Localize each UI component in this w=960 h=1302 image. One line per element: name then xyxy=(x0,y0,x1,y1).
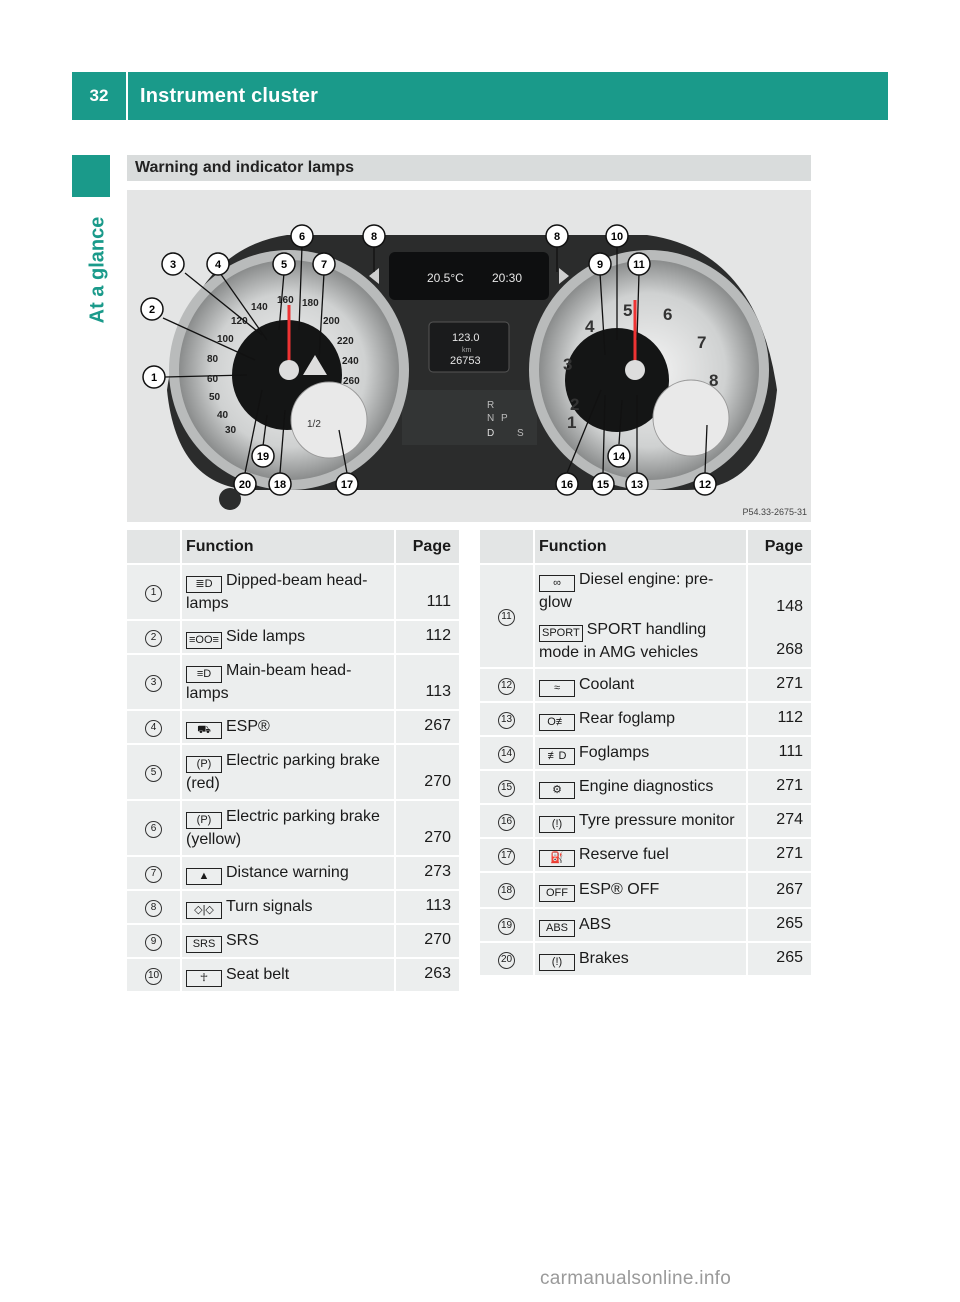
page-cell xyxy=(747,838,811,872)
function-cell xyxy=(534,702,747,736)
page-ref: 271 xyxy=(776,845,803,862)
row-number: 14 xyxy=(480,736,534,770)
function-text: Turn signals xyxy=(226,897,313,915)
page-cell xyxy=(395,890,459,924)
dipped-beam-icon: ≣D xyxy=(186,576,222,593)
time-readout: 20:30 xyxy=(492,271,523,285)
function-cell xyxy=(181,710,395,744)
fuel-gauge xyxy=(291,382,367,458)
function-text: Seat belt xyxy=(226,965,290,983)
row-number: 16 xyxy=(480,804,534,838)
page-ref: 112 xyxy=(777,709,803,726)
function-text: SPORT handling mode in AMG vehicles xyxy=(539,621,707,661)
function-cell xyxy=(181,890,395,924)
srs-icon: SRS xyxy=(186,936,222,953)
gear-s: S xyxy=(517,428,524,439)
reserve-fuel-icon: ⛽ xyxy=(539,850,575,867)
table-row xyxy=(480,736,811,770)
section-title: Warning and indicator lamps xyxy=(135,159,354,176)
page-cell xyxy=(747,908,811,942)
speed-label: 30 xyxy=(225,425,237,436)
function-text: ESP® xyxy=(226,717,270,735)
speed-label: 160 xyxy=(277,295,294,306)
callout-label: 17 xyxy=(340,479,354,491)
gear-r: R xyxy=(487,400,495,411)
rpm-label: 3 xyxy=(563,355,573,374)
function-cell xyxy=(181,620,395,654)
function-text: Engine diagnostics xyxy=(579,777,714,795)
table-row xyxy=(127,710,459,744)
function-text: Reserve fuel xyxy=(579,845,669,863)
speed-needle-hub xyxy=(279,360,299,380)
function-text: ESP® OFF xyxy=(579,880,660,898)
column-header-page: Page xyxy=(395,530,459,564)
callout-label: 14 xyxy=(612,451,626,463)
speed-label: 100 xyxy=(217,334,234,345)
rpm-label: 1 xyxy=(567,413,577,432)
table-row xyxy=(480,564,811,668)
rpm-label: 2 xyxy=(570,395,580,414)
gear-p: P xyxy=(501,413,508,424)
instrument-cluster-figure xyxy=(127,190,811,522)
left-function-table xyxy=(127,530,459,993)
function-text: Electric parking brake (yellow) xyxy=(186,808,380,848)
column-header-number xyxy=(127,530,181,564)
page-ref: 111 xyxy=(778,743,803,760)
page-ref: 271 xyxy=(776,675,803,692)
function-cell xyxy=(534,736,747,770)
row-number: 19 xyxy=(480,908,534,942)
column-header-number xyxy=(480,530,534,564)
turn-signals-icon: ◇|◇ xyxy=(186,902,222,919)
callout-label: 8 xyxy=(370,231,378,243)
page-cell xyxy=(395,710,459,744)
distance-warning-icon: ▲ xyxy=(186,868,222,885)
parking-brake-icon: (P) xyxy=(186,812,222,829)
speed-label: 180 xyxy=(302,298,319,309)
page-cell xyxy=(395,564,459,620)
sport-icon: SPORT xyxy=(539,625,583,642)
page-ref: 265 xyxy=(776,915,803,932)
page-cell xyxy=(395,856,459,890)
rpm-label: 8 xyxy=(709,371,719,390)
page-cell xyxy=(747,942,811,976)
function-text: Rear foglamp xyxy=(579,709,676,727)
callout-label: 9 xyxy=(596,259,604,271)
callout-label: 18 xyxy=(273,479,287,491)
foglamps-icon: ≢D xyxy=(539,748,575,765)
callout-label: 15 xyxy=(596,479,610,491)
row-number: 6 xyxy=(127,800,181,856)
row-number: 15 xyxy=(480,770,534,804)
page-ref: 271 xyxy=(776,777,803,794)
callout-label: 19 xyxy=(256,451,270,463)
callout-label: 4 xyxy=(214,259,222,271)
speed-label: 200 xyxy=(323,316,340,327)
function-text: Brakes xyxy=(579,949,629,967)
callout-label: 6 xyxy=(298,231,306,243)
function-text: Main-beam head- lamps xyxy=(186,662,352,702)
function-text: Electric parking brake (red) xyxy=(186,752,380,792)
top-display xyxy=(389,252,549,300)
speed-label: 40 xyxy=(217,410,229,421)
callout-label: 20 xyxy=(238,479,252,491)
page-ref: 270 xyxy=(424,931,451,948)
function-cell xyxy=(534,942,747,976)
page-ref: 113 xyxy=(425,683,451,700)
speed-label: 60 xyxy=(207,374,219,385)
page-ref: 274 xyxy=(776,811,803,828)
function-cell xyxy=(534,668,747,702)
column-header-function: Function xyxy=(181,530,395,564)
page-cell xyxy=(395,654,459,710)
side-tab-marker xyxy=(72,155,110,197)
table-header-row xyxy=(127,530,459,564)
table-row xyxy=(480,942,811,976)
page-cell xyxy=(395,620,459,654)
function-text: Side lamps xyxy=(226,627,306,645)
row-number: 11 xyxy=(480,564,534,668)
function-text: Tyre pressure monitor xyxy=(579,811,735,829)
function-text: Distance warning xyxy=(226,863,349,881)
row-number: 12 xyxy=(480,668,534,702)
page-cell xyxy=(395,924,459,958)
page-title: Instrument cluster xyxy=(140,84,319,107)
column-header-page: Page xyxy=(747,530,811,564)
abs-icon: ABS xyxy=(539,920,575,937)
header-divider xyxy=(126,72,128,120)
table-row xyxy=(127,744,459,800)
tyre-pressure-icon: (!) xyxy=(539,816,575,833)
page-ref: 148 xyxy=(776,598,803,615)
speed-label: 50 xyxy=(209,392,221,403)
table-row xyxy=(127,890,459,924)
page-cell xyxy=(395,958,459,992)
rear-foglamp-icon: O≢ xyxy=(539,714,575,731)
fuel-half-label: 1/2 xyxy=(307,419,321,430)
row-number: 13 xyxy=(480,702,534,736)
callout-label: 3 xyxy=(169,259,177,271)
watermark: carmanualsonline.info xyxy=(540,1268,732,1289)
table-row xyxy=(480,804,811,838)
side-tab-label: At a glance xyxy=(86,216,109,324)
function-text: Diesel engine: pre- glow xyxy=(539,571,714,611)
function-cell xyxy=(534,564,747,668)
speed-label: 260 xyxy=(343,376,360,387)
gear-n: N xyxy=(487,413,495,424)
function-cell xyxy=(181,800,395,856)
table-row xyxy=(127,800,459,856)
instrument-cluster-illustration xyxy=(127,190,811,522)
function-cell xyxy=(534,838,747,872)
table-row xyxy=(480,872,811,908)
table-row xyxy=(127,564,459,620)
row-number: 9 xyxy=(127,924,181,958)
esp-icon: ⛟ xyxy=(186,722,222,739)
right-function-table xyxy=(480,530,811,977)
parking-brake-icon: (P) xyxy=(186,756,222,773)
page-ref: 273 xyxy=(424,863,451,880)
page-cell xyxy=(747,668,811,702)
brakes-icon: (!) xyxy=(539,954,575,971)
row-number: 2 xyxy=(127,620,181,654)
main-beam-icon: ≡D xyxy=(186,666,222,683)
page-cell xyxy=(747,872,811,908)
function-cell xyxy=(181,744,395,800)
row-number: 18 xyxy=(480,872,534,908)
odometer-unit: km xyxy=(462,347,472,354)
table-row xyxy=(480,908,811,942)
table-row xyxy=(480,838,811,872)
page-number: 32 xyxy=(89,86,109,105)
function-cell xyxy=(181,654,395,710)
speed-label: 120 xyxy=(231,316,248,327)
temperature-readout: 20.5°C xyxy=(427,271,464,285)
rpm-label: 7 xyxy=(697,333,707,352)
callout-label: 16 xyxy=(560,479,574,491)
row-number: 7 xyxy=(127,856,181,890)
row-number: 8 xyxy=(127,890,181,924)
page-cell xyxy=(747,702,811,736)
function-cell xyxy=(534,908,747,942)
callout-label: 10 xyxy=(610,231,624,243)
callout-label: 1 xyxy=(150,372,158,384)
page-cell xyxy=(395,744,459,800)
page-ref: 113 xyxy=(425,897,451,914)
page-ref: 270 xyxy=(424,829,451,846)
table-row xyxy=(127,620,459,654)
reset-knob xyxy=(219,488,241,510)
function-text: SRS xyxy=(226,931,259,949)
function-text: ABS xyxy=(579,915,612,933)
table-header-row xyxy=(480,530,811,564)
coolant-icon: ≈ xyxy=(539,680,575,697)
row-number: 5 xyxy=(127,744,181,800)
side-lamps-icon: ≡OO≡ xyxy=(186,632,222,649)
figure-reference: P54.33-2675-31 xyxy=(742,507,807,517)
page-ref: 112 xyxy=(425,627,451,644)
page-cell xyxy=(747,564,811,668)
speed-label: 140 xyxy=(251,302,268,313)
page-cell xyxy=(395,800,459,856)
page-cell xyxy=(747,736,811,770)
function-cell xyxy=(534,804,747,838)
page-ref: 267 xyxy=(776,881,803,898)
function-text: Dipped-beam head- lamps xyxy=(186,572,368,612)
function-cell xyxy=(534,872,747,908)
table-row xyxy=(127,654,459,710)
column-header-function: Function xyxy=(534,530,747,564)
page-ref: 267 xyxy=(424,717,451,734)
gear-d: D xyxy=(487,428,495,439)
table-row xyxy=(480,668,811,702)
rpm-label: 4 xyxy=(585,317,595,336)
page-ref: 265 xyxy=(776,949,803,966)
row-number: 4 xyxy=(127,710,181,744)
table-row xyxy=(127,958,459,992)
page-ref: 111 xyxy=(426,593,451,610)
trip-readout: 123.0 xyxy=(452,332,480,344)
table-row xyxy=(127,856,459,890)
callout-label: 12 xyxy=(698,479,712,491)
callout-label: 2 xyxy=(148,304,156,316)
function-cell xyxy=(181,856,395,890)
preglow-icon: ∞ xyxy=(539,575,575,592)
odometer-readout: 26753 xyxy=(450,355,481,367)
row-number: 1 xyxy=(127,564,181,620)
page-ref: 270 xyxy=(424,773,451,790)
function-text: Coolant xyxy=(579,675,635,693)
speed-label: 80 xyxy=(207,354,219,365)
page-cell xyxy=(747,770,811,804)
row-number: 17 xyxy=(480,838,534,872)
function-cell xyxy=(534,770,747,804)
function-text: Foglamps xyxy=(579,743,650,761)
table-row xyxy=(480,770,811,804)
row-number: 20 xyxy=(480,942,534,976)
page-cell xyxy=(747,804,811,838)
speed-label: 240 xyxy=(342,356,359,367)
seat-belt-icon: ☥ xyxy=(186,970,222,987)
page-ref: 268 xyxy=(776,641,803,658)
table-row xyxy=(480,702,811,736)
function-cell xyxy=(181,924,395,958)
callout-label: 8 xyxy=(553,231,561,243)
callout-label: 11 xyxy=(633,259,645,271)
rpm-needle-hub xyxy=(625,360,645,380)
callout-label: 7 xyxy=(320,259,328,271)
table-row xyxy=(127,924,459,958)
function-cell xyxy=(181,564,395,620)
row-number: 3 xyxy=(127,654,181,710)
page-ref: 263 xyxy=(424,965,451,982)
callout-label: 5 xyxy=(280,259,288,271)
function-cell xyxy=(181,958,395,992)
speed-label: 220 xyxy=(337,336,354,347)
rpm-label: 6 xyxy=(663,305,673,324)
coolant-gauge xyxy=(653,380,729,456)
esp-off-icon: OFF xyxy=(539,885,575,902)
engine-diagnostics-icon: ⚙ xyxy=(539,782,575,799)
rpm-label: 5 xyxy=(623,301,633,320)
row-number: 10 xyxy=(127,958,181,992)
callout-label: 13 xyxy=(630,479,644,491)
